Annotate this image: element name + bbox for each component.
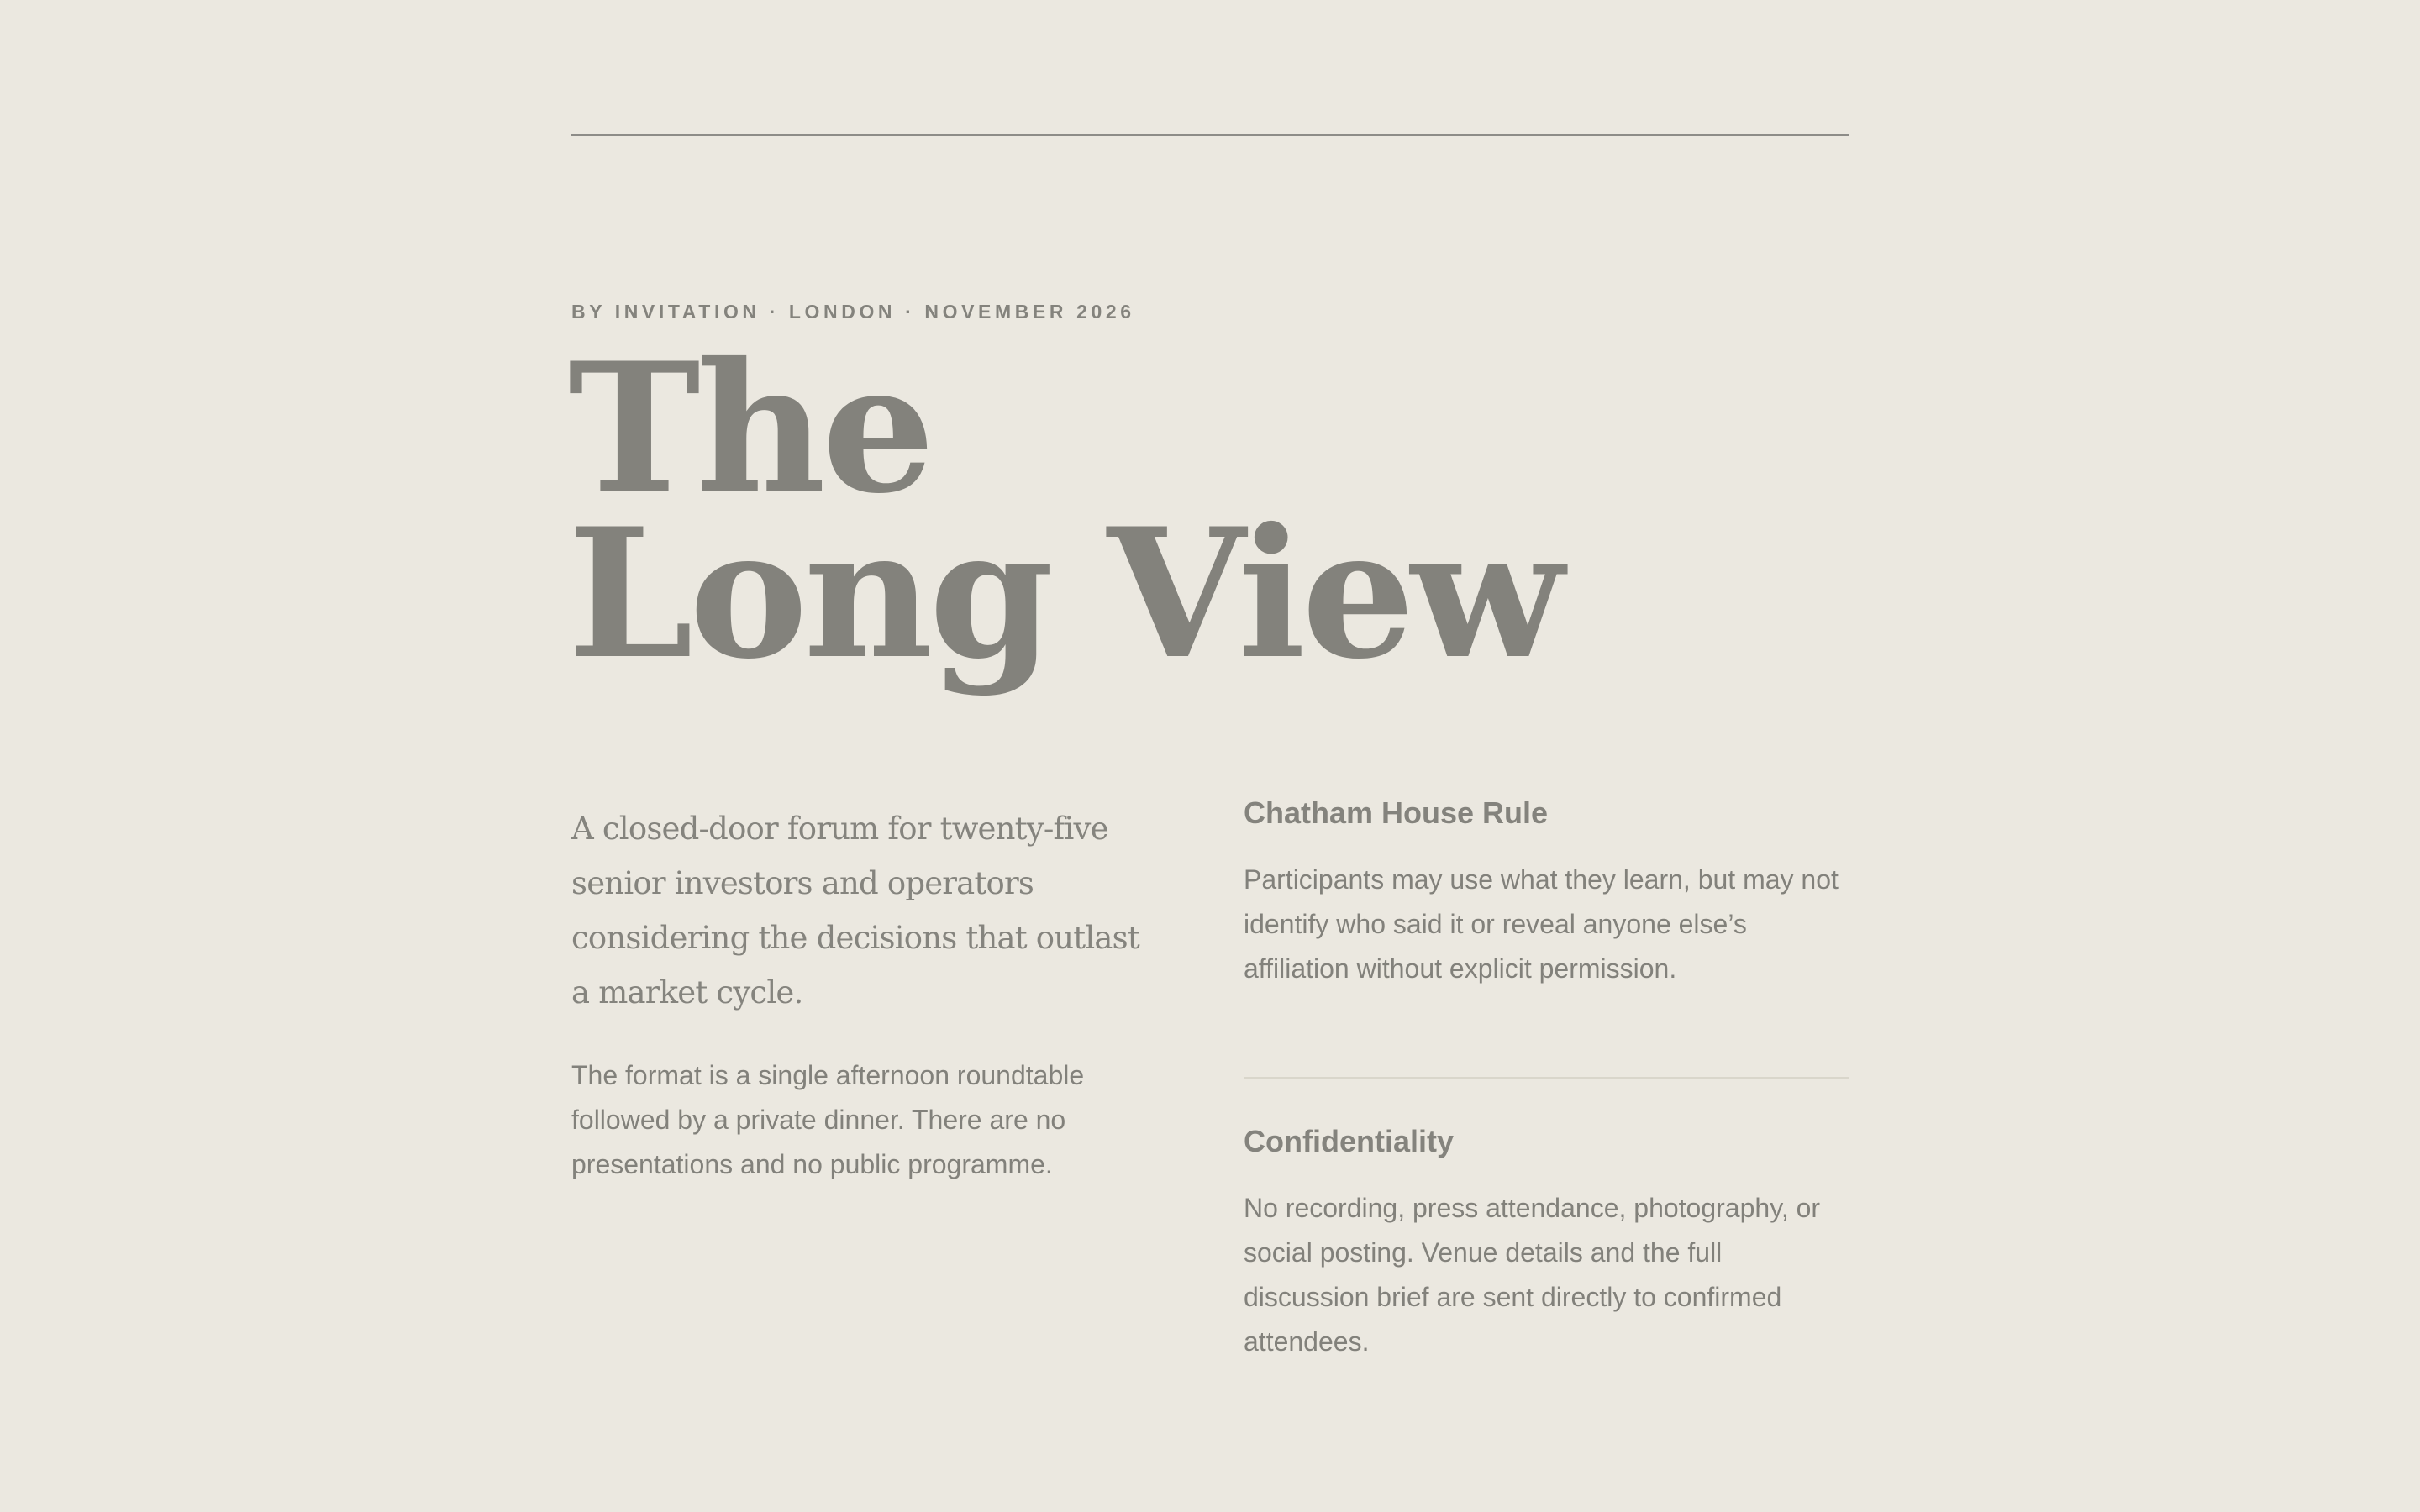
section-body: No recording, press attendance, photography, or social posting. Venue details and the full discussion brief are sent directly to confirmed attendees. [1244, 1193, 1821, 1357]
intro-lede: A closed-door forum for twenty-five senior investors and operators considering the decisions that outlast a market cycle. [571, 811, 1139, 1011]
intro-column [571, 801, 1160, 1187]
page-title-line-2: Long View [568, 489, 1560, 698]
rules-column [1244, 794, 1849, 1364]
page-title-line-1: The [568, 323, 931, 533]
section-body: Participants may use what they learn, but may not identify who said it or reveal anyone else’s affiliation without explicit permission. [1244, 864, 1839, 984]
section-divider [1244, 1077, 1849, 1079]
section-confidentiality [1244, 1122, 1849, 1364]
event-kicker: BY INVITATION · LONDON · NOVEMBER 2026 [571, 301, 1135, 323]
intro-format-text: The format is a single afternoon roundtable followed by a private dinner. There are no presentations and no public programme. [571, 1060, 1085, 1179]
section-heading: Chatham House Rule [1244, 795, 1549, 830]
top-rule [571, 134, 1849, 136]
section-chatham-house-rule [1244, 794, 1849, 991]
section-heading: Confidentiality [1244, 1124, 1454, 1158]
